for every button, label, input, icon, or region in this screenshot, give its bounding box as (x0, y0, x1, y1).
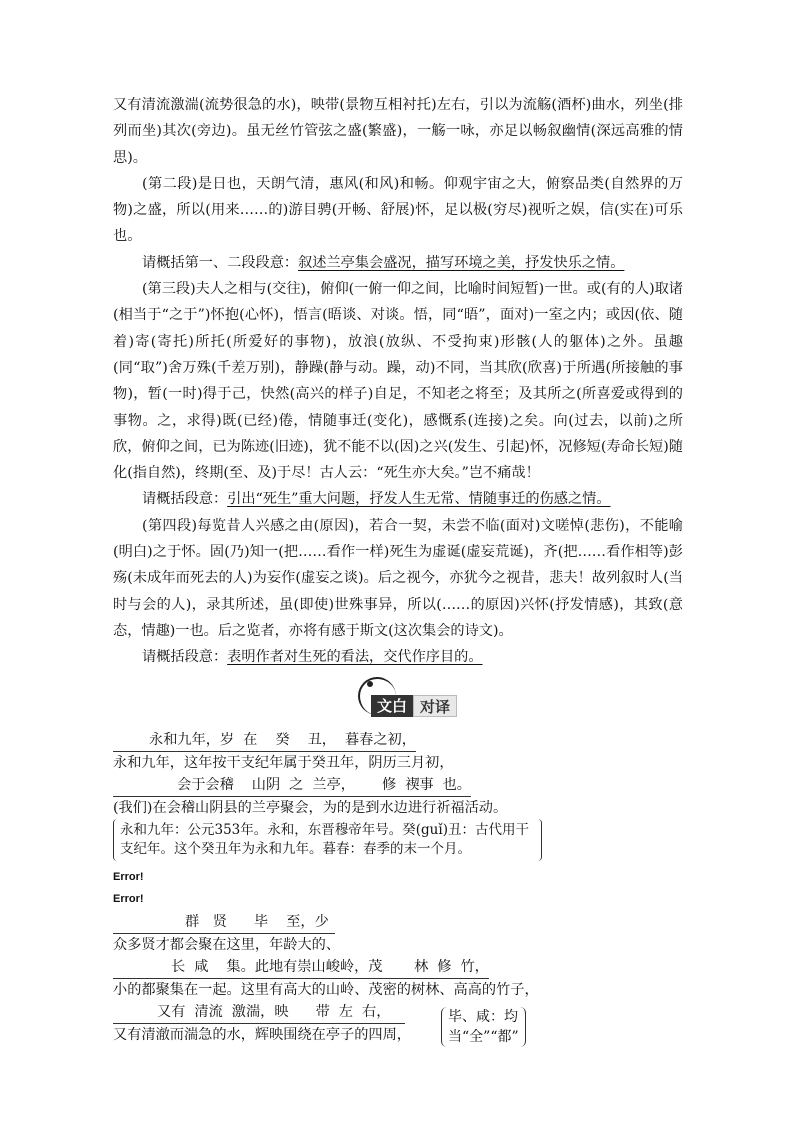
paragraph-1-continued: 又有清流激湍(流势很急的水)，映带(景物互相衬托)左右，引以为流觞(酒杯)曲水，列坐(排列而坐)其次(旁边)。虽无丝竹管弦之盛(繁盛)，一觞一咏，亦足以畅叙幽情(深远高雅的情思)。 (113, 97, 683, 166)
summary-question-3 (113, 644, 683, 670)
summary-answer: 引出“死生”重大问题，抒发人生无常、情随事迁的伤感之情。 (227, 491, 611, 508)
section-badge (113, 679, 683, 729)
summary-label: 请概括第一、二段段意： (142, 254, 299, 271)
translation-line: (我们)在会稽山阴县的兰亭聚会，为的是到水边进行祈福活动。 (113, 799, 508, 816)
summary-label: 请概括段意： (142, 491, 228, 508)
original-line: 又有 清流 激湍，映 带 左 右， (113, 1001, 405, 1024)
annotation-note: 永和九年：公元353年。永和，东晋穆帝年号。癸(guǐ)丑：古代用干支纪年。这个癸丑年为永和九年。暮春：春季的末一个月。 (113, 819, 542, 861)
badge-title (371, 695, 457, 717)
summary-question-1 (113, 250, 683, 276)
badge-right: 对译 (413, 695, 457, 717)
original-line: 会于会稽 山阴 之 兰亭， 修 禊事 也。 (113, 774, 471, 797)
error-text: Error! (113, 892, 144, 905)
paragraph-4: (第四段)每览昔人兴感之由(原因)，若合一契，未尝不临(面对)文嗟悼(悲伤)，不能喻(明白)之于怀。固(乃)知一(把……看作一样)死生为虚诞(虚妄荒诞)，齐(把……看作相等)彭殇(未成年而死去的人)为妄作(虚妄之谈)。后之视今，亦犹今之视昔，悲夫！故列叙时人(当时与会的人)，录其所述，虽(即使)世殊事异，所以(……的原因)兴怀(抒发情感)，其致(意态，情趣)一也。后之览者，亦将有感于斯文(这次集会的诗文)。 (113, 517, 683, 639)
error-text: Error! (113, 870, 144, 883)
translation-line: 小的都聚集在一起。这里有高大的山岭、茂密的树林、高高的竹子， (113, 981, 539, 998)
badge-dot-decoration (367, 681, 373, 687)
side-note-line: 当“全”“都” (448, 1028, 519, 1045)
side-note-line: 毕、咸：均 (448, 1008, 518, 1025)
original-line: 长 咸 集。此地有崇山峻岭，茂 林 修 竹， (113, 956, 489, 979)
paragraph-3: (第三段)夫人之相与(交往)，俯仰(一俯一仰之间，比喻时间短暂)一世。或(有的人)取诸(相当于“之于”)怀抱(心怀)，悟言(晤谈、对谈。悟，同“晤”，面对)一室之内；或因(依、随着)寄(寄托)所托(所爱好的事物)，放浪(放纵、不受拘束)形骸(人的躯体)之外。虽趣(同“取”)舍万殊(千差万别)，静躁(静与动。躁，动)不同，当其欣(欣喜)于所遇(所接触的事物)，暂(一时)得于己，快然(高兴的样子)自足，不知老之将至；及其所之(所喜爱或得到的事物。之，求得)既(已经)倦，情随事迁(变化)，感慨系(连接)之矣。向(过去，以前)之所欣，俯仰之间，已为陈迹(旧迹)，犹不能不以(因)之兴(发生、引起)怀，况修短(寿命长短)随化(指自然)，终期(至、及)于尽！古人云：“死生亦大矣。”岂不痛哉！ (113, 281, 683, 482)
paragraph-2: (第二段)是日也，天朗气清，惠风(和风)和畅。仰观宇宙之大，俯察品类(自然界的万物)之盛，所以(用来……的)游目骋(开畅、舒展)怀，足以极(穷尽)视听之娱，信(实在)可乐也。 (113, 175, 683, 245)
translation-line: 永和九年，这年按干支纪年属于癸丑年，阴历三月初， (113, 754, 454, 771)
translation-line: 又有清澈而湍急的水，辉映围绕在亭子的四周， (113, 1026, 411, 1043)
line-with-side-note (113, 1001, 683, 1046)
document-page (113, 92, 683, 1046)
summary-answer: 表明作者对生死的看法，交代作序目的。 (227, 649, 483, 666)
translation-line: 众多贤才都会聚在这里，年龄大的、 (113, 936, 341, 953)
summary-label: 请概括段意： (142, 649, 228, 666)
original-line: 永和九年，岁 在 癸 丑， 暮春之初， (113, 729, 416, 752)
original-line: 群 贤 毕 至，少 (113, 911, 335, 934)
translation-block (113, 729, 683, 1046)
summary-question-2 (113, 486, 683, 512)
side-annotation (441, 1007, 526, 1047)
summary-answer: 叙述兰亭集会盛况，描写环境之美，抒发快乐之情。 (298, 254, 625, 271)
badge-left: 文白 (371, 695, 413, 717)
